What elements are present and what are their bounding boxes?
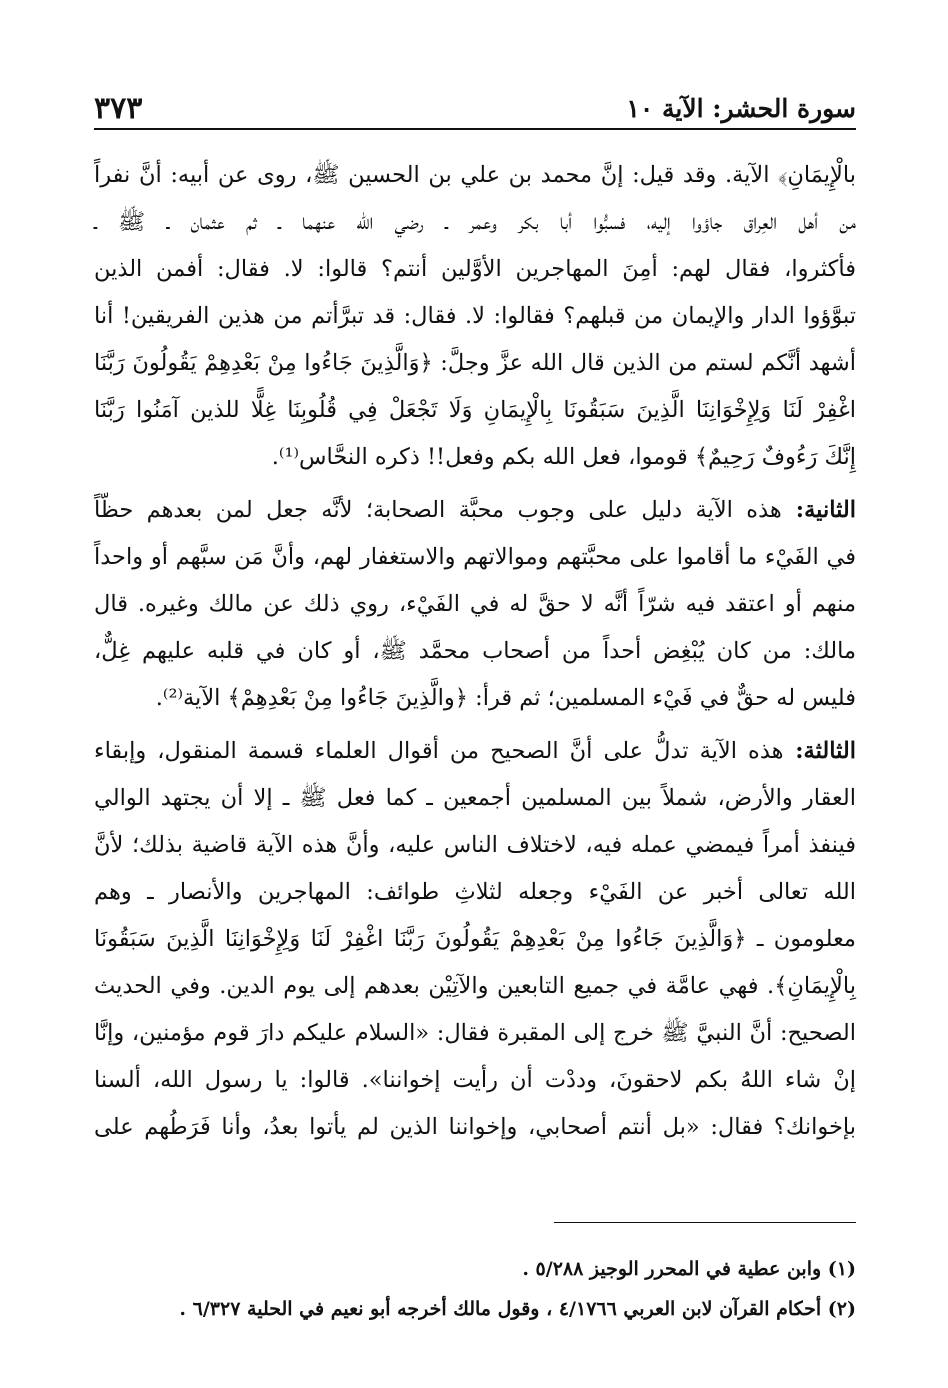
text-line xyxy=(94,728,856,775)
page-number: ٣٧٣ xyxy=(94,91,143,126)
paragraph-3 xyxy=(94,728,856,1151)
text-line: في الفَيْء ما أقاموا على محبَّتهم وموالاتهم والاستغفار لهم، وأنَّ مَن سبَّهم أو واحداً xyxy=(94,544,856,570)
paragraph-2 xyxy=(94,487,856,722)
text-line: الله تعالى أخبر عن الفَيْء وجعله لثلاثِ طوائف: المهاجرين والأنصار ـ وهم xyxy=(94,879,856,905)
text-line: معلومون ـ ﴿وَالَّذِينَ جَاءُوا مِنْ بَعْدِهِمْ يَقُولُونَ رَبَّنَا اغْفِرْ لَنَا وَلِإِخْوَانِنَا الَّذِينَ سَبَقُونَا xyxy=(94,926,856,952)
text-line: بالْإِيمَانِ﴾ الآية. وقد قيل: إنَّ محمد بن علي بن الحسين ﷺ، روى عن أبيه: أنَّ نفراً xyxy=(94,162,856,188)
footnote-divider xyxy=(554,1222,856,1223)
text-line: من أهل العِراق جاؤوا إليه، فسبُّوا أبا بكر وعمر ـ رضي الله عنهما ـ ثم عثمان ـ ﷺ ـ xyxy=(94,209,856,235)
text-line: مالك: من كان يُبْغِض أحداً من أصحاب محمَّد ﷺ، أو كان في قلبه عليهم غِلٌّ، xyxy=(94,638,856,664)
section-lead: الثانية: xyxy=(781,497,856,523)
text-line: بِالْإِيمَانِ﴾. فهي عامَّة في جميع التابعين والآتِيْن بعدهم إلى يوم الدين. وفي الحديث xyxy=(94,973,856,999)
text-line: العقار والأرض، شملاً بين المسلمين أجمعين ـ كما فعل ﷺ ـ إلا أن يجتهد الوالي xyxy=(94,785,856,811)
text-line: فينفذ أمراً فيمضي عمله فيه، لاختلاف الناس عليه، وأنَّ هذه الآية قاضية بذلك؛ لأنَّ xyxy=(94,832,856,858)
footnote-1: (١) وابن عطية في المحرر الوجيز ٥/٢٨٨ . xyxy=(522,1258,856,1280)
section-lead: الثالثة: xyxy=(783,738,856,764)
text-line xyxy=(94,487,856,534)
text-line: تبوَّؤوا الدار والإيمان من قبلهم؟ فقالوا: لا. فقال: قد تبرَّأتم من هذين الفريقين! أنا xyxy=(94,303,856,329)
text-line: أشهد أنَّكم لستم من الذين قال الله عزَّ وجلَّ: ﴿وَالَّذِينَ جَاءُوا مِنْ بَعْدِهِمْ يَقُولُونَ رَبَّنَا xyxy=(94,350,856,376)
running-title: سورة الحشر: الآية ١٠ xyxy=(626,94,856,123)
text-line: فأكثروا، فقال لهم: أمِنَ المهاجرين الأوَّلين أنتم؟ قالوا: لا. فقال: أفمن الذين xyxy=(94,256,856,282)
page-body xyxy=(94,152,856,1151)
text-line: إنْ شاء اللهُ بكم لاحقونَ، وددْت أن رأيت إخواننا». قالوا: يا رسول الله، ألسنا xyxy=(94,1067,856,1093)
text-line: الصحيح: أنَّ النبيَّ ﷺ خرج إلى المقبرة فقال: «السلام عليكم دارَ قوم مؤمنين، وإنَّا xyxy=(94,1020,856,1046)
text-line: اغْفِرْ لَنَا وَلِإِخْوَانِنَا الَّذِينَ سَبَقُونَا بِالْإِيمَانِ وَلَا تَجْعَلْ فِي قُلُوبِنَا غِلًّا للذين آمَنُوا رَبَّنَا xyxy=(94,397,856,423)
text-line: إِنَّكَ رَءُوفٌ رَحِيمٌ﴾ قوموا، فعل الله بكم وفعل!! ذكره النحَّاس⁽¹⁾. xyxy=(271,444,856,470)
text-line-content: هذه الآية تدلُّ على أنَّ الصحيح من أقوال العلماء قسمة المنقول، وإبقاء xyxy=(94,738,784,764)
text-line: بإخوانك؟ فقال: «بل أنتم أصحابي، وإخواننا الذين لم يأتوا بعدُ، وأنا فَرَطُهم على xyxy=(94,1114,856,1140)
footnote-2: (٢) أحكام القرآن لابن العربي ٤/١٧٦٦ ، وقول مالك أخرجه أبو نعيم في الحلية ٦/٣٢٧ . xyxy=(179,1298,856,1320)
footnotes xyxy=(94,1222,856,1329)
text-line-content: هذه الآية دليل على وجوب محبَّة الصحابة؛ لأنَّه جعل لمن بعدهم حظّاً xyxy=(94,497,782,523)
text-line: فليس له حقٌّ في فَيْء المسلمين؛ ثم قرأ: ﴿والَّذِينَ جَاءُوا مِنْ بَعْدِهِمْ﴾ الآية⁽²⁾. xyxy=(155,685,856,711)
paragraph-1 xyxy=(94,152,856,481)
text-line: منهم أو اعتقد فيه شرّاً أنَّه لا حقَّ له في الفَيْء، روي ذلك عن مالك وغيره. قال xyxy=(94,591,856,617)
page-header xyxy=(94,84,856,130)
